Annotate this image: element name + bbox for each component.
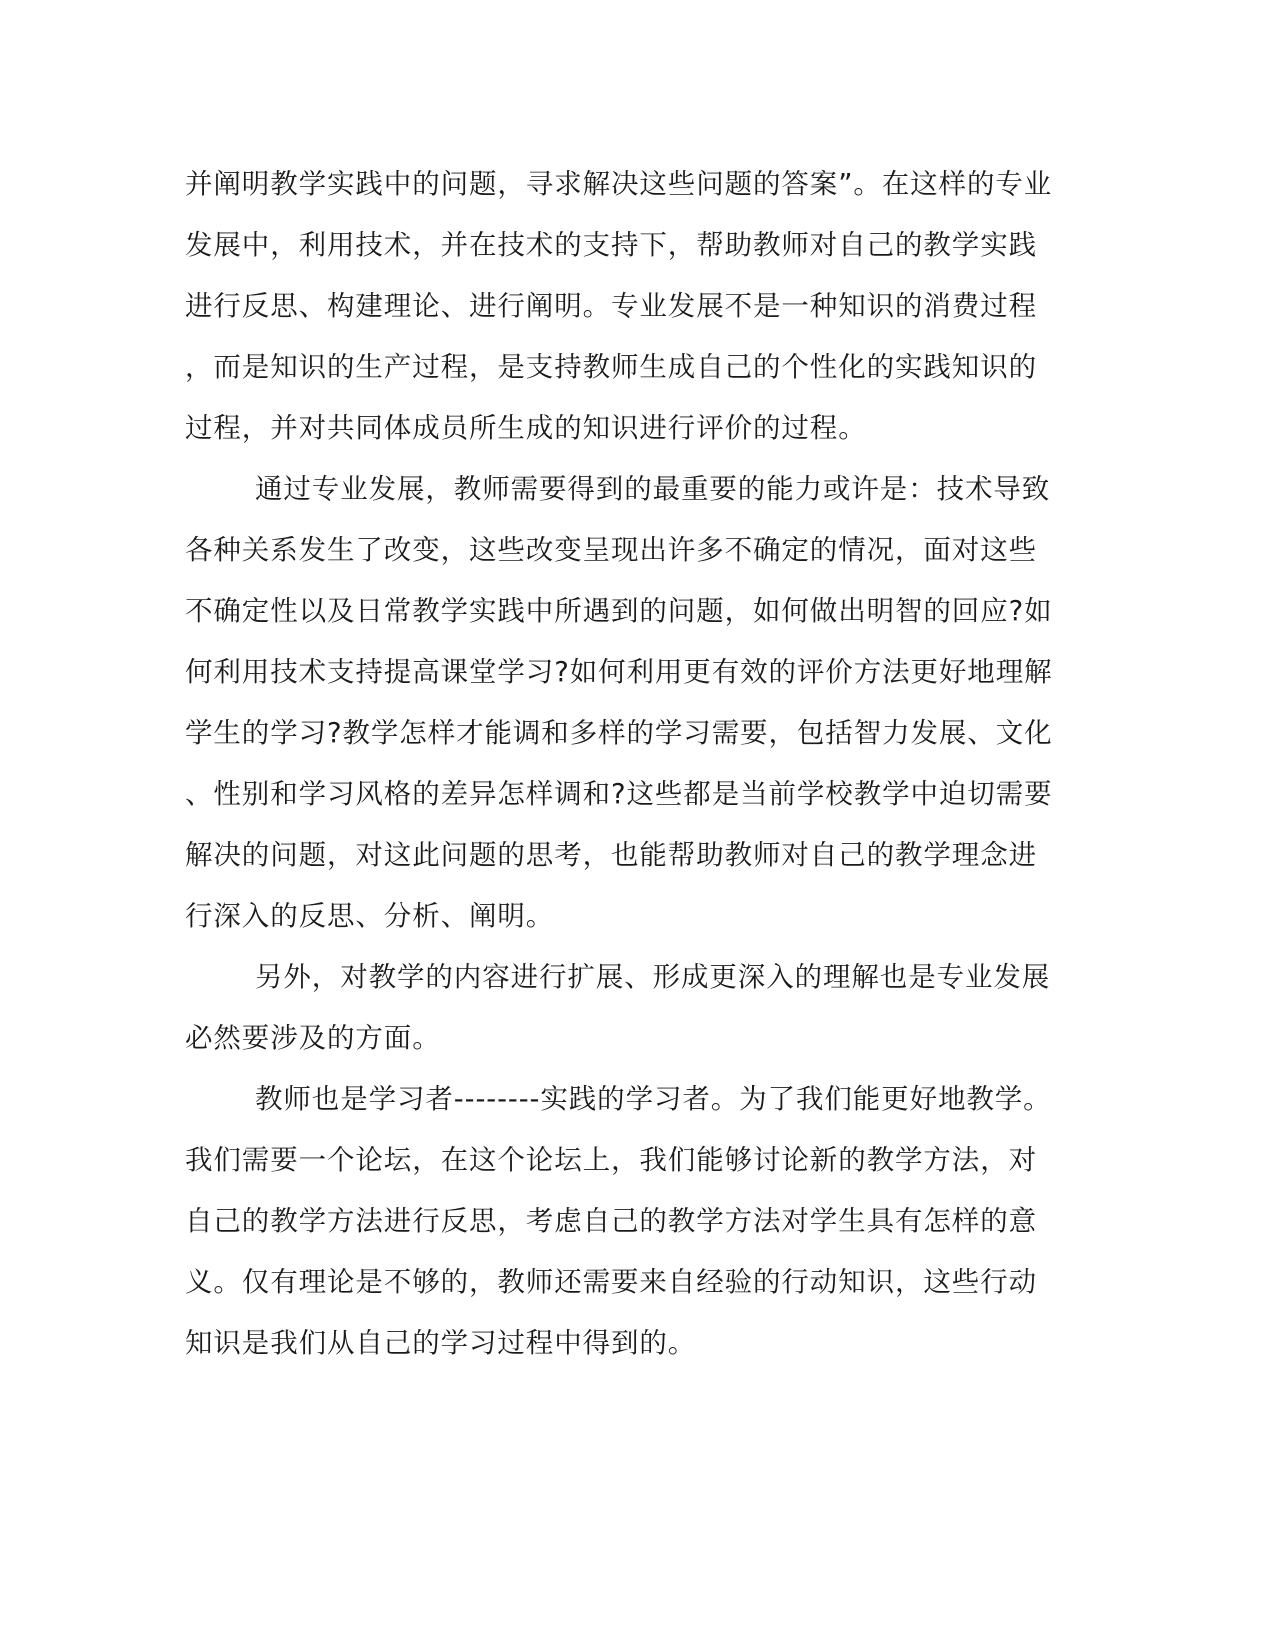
text-line: 过程，并对共同体成员所生成的知识进行评价的过程。 — [185, 412, 867, 444]
text-line: 学生的学习?教学怎样才能调和多样的学习需要，包括智力发展、文化 — [185, 717, 1053, 749]
text-line: 我们需要一个论坛，在这个论坛上，我们能够讨论新的教学方法，对 — [185, 1144, 1037, 1176]
body-text — [185, 154, 1055, 1374]
text-line: 各种关系发生了改变，这些改变呈现出许多不确定的情况，面对这些 — [185, 534, 1037, 566]
text-line: 、性别和学习风格的差异怎样调和?这些都是当前学校教学中迫切需要 — [185, 778, 1053, 810]
text-line: 并阐明教学实践中的问题，寻求解决这些问题的答案”。在这样的专业 — [185, 168, 1053, 200]
text-line: 义。仅有理论是不够的，教师还需要来自经验的行动知识，这些行动 — [185, 1266, 1037, 1298]
text-line: 通过专业发展，教师需要得到的最重要的能力或许是：技术导致 — [255, 473, 1051, 505]
text-line: 何利用技术支持提高课堂学习?如何利用更有效的评价方法更好地理解 — [185, 656, 1053, 688]
text-line: 教师也是学习者--------实践的学习者。为了我们能更好地教学。 — [255, 1083, 1052, 1115]
text-line: 知识是我们从自己的学习过程中得到的。 — [185, 1327, 697, 1359]
text-line: 行深入的反思、分析、阐明。 — [185, 900, 555, 932]
text-line: 发展中，利用技术，并在技术的支持下，帮助教师对自己的教学实践 — [185, 229, 1037, 261]
text-line: 必然要涉及的方面。 — [185, 1022, 441, 1054]
paragraph-2 — [185, 459, 1055, 947]
paragraph-4 — [185, 1069, 1055, 1374]
text-line: 解决的问题，对这此问题的思考，也能帮助教师对自己的教学理念进 — [185, 839, 1037, 871]
text-line: 另外，对教学的内容进行扩展、形成更深入的理解也是专业发展 — [255, 961, 1051, 993]
paragraph-1 — [185, 154, 1055, 459]
text-line: ，而是知识的生产过程，是支持教师生成自己的个性化的实践知识的 — [185, 351, 1037, 383]
text-line: 不确定性以及日常教学实践中所遇到的问题，如何做出明智的回应?如 — [185, 595, 1053, 627]
paragraph-3 — [185, 947, 1055, 1069]
text-line: 自己的教学方法进行反思，考虑自己的教学方法对学生具有怎样的意 — [185, 1205, 1037, 1237]
text-line: 进行反思、构建理论、进行阐明。专业发展不是一种知识的消费过程 — [185, 290, 1037, 322]
